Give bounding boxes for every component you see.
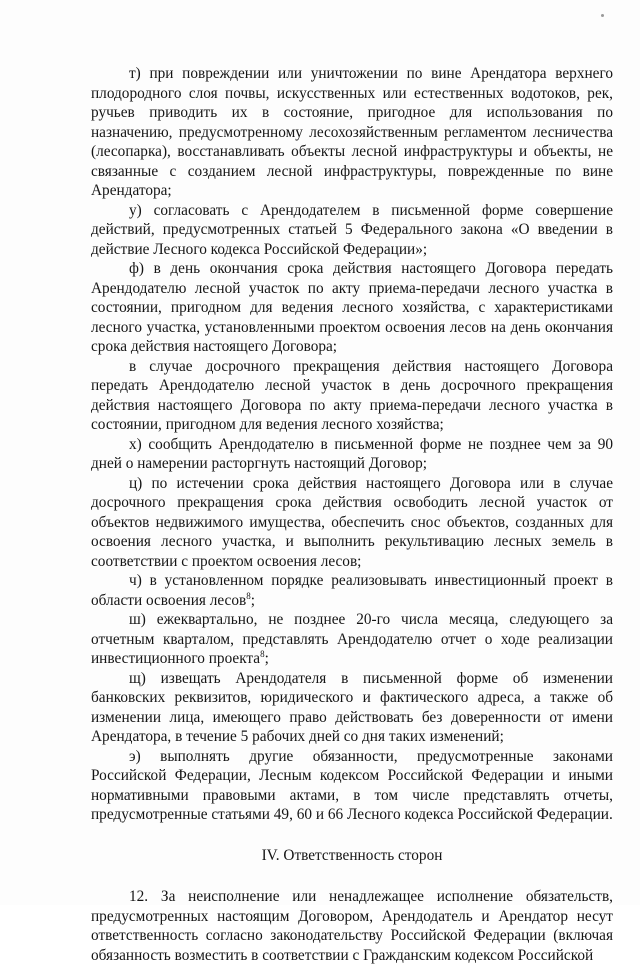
footnote-ref: 8	[246, 590, 251, 601]
clause-f-early-termination: в случае досрочного прекращения действия настоящего Договора передать Арендодателю лесной участок в день досрочного прекращения действия настоящего Договора по акту приема-передачи лесного участка в состоянии, пригодном для ведения лесного хозяйства;	[91, 357, 613, 433]
clause-e: э) выполнять другие обязанности, предусмотренные законами Российской Федерации, Лесным кодексом Российской Федерации и иными нормативными правовыми актами, в том числе представлять отчеты, предусмотренные статьями 49, 60 и 66 Лесного кодекса Российской Федерации.	[91, 747, 613, 823]
clause-ch: ч) в установленном порядке реализовывать инвестиционный проект в области освоения лесов$^8$;	[91, 572, 613, 609]
document-body	[91, 64, 613, 965]
clause-u: у) согласовать с Арендодателем в письменной форме совершение действий, предусмотренных статьей 5 Федерального закона «О введении в действие Лесного кодекса Российской Федерации»;	[91, 201, 613, 258]
clause-f: ф) в день окончания срока действия настоящего Договора передать Арендодателю лесной участок по акту приема-передачи лесного участка в состоянии, пригодном для ведения лесного хозяйства, с характеристиками лесного участка, установленными проектом освоения лесов на день окончания срока действия настоящего Договора;	[91, 260, 613, 355]
clause-h: х) сообщить Арендодателю в письменной форме не позднее чем за 90 дней о намерении расторгнуть настоящий Договор;	[91, 435, 613, 472]
clause-ts: ц) по истечении срока действия настоящего Договора или в случае досрочного прекращения срока действия освободить лесной участок от объектов недвижимого имущества, обеспечить снос объектов, созданных для освоения лесного участка, и выполнить рекультивацию лесных земель в соответствии с проектом освоения лесов;	[91, 474, 613, 570]
clause-shch: щ) извещать Арендодателя в письменной форме об изменении банковских реквизитов, юридического и фактического адреса, а также об изменении лица, имеющего право действовать без доверенности от имени Арендатора, в течение 5 рабочих дней со дня таких изменений;	[91, 669, 613, 745]
clause-12: 12. За неисполнение или ненадлежащее исполнение обязательств, предусмотренных настоящим Договором, Арендодатель и Арендатор несут ответственность согласно законодательству Российской Федерации (включая обязанность возместить в соответствии с Гражданским кодексом Российской	[91, 888, 613, 964]
clause-t: т) при повреждении или уничтожении по вине Арендатора верхнего плодородного слоя почвы, искусственных или естественных водотоков, рек, ручьев приводить их в состояние, пригодное для использования по назначению, предусмотренному лесохозяйственным регламентом лесничества (лесопарка), восстанавливать объекты лесной инфраструктуры и объекты, не связанные с созданием лесной инфраструктуры, поврежденные по вине Арендатора;	[91, 65, 613, 199]
footnote-ref: 8	[260, 648, 265, 659]
scan-speck	[601, 14, 604, 17]
clause-sh: ш) ежеквартально, не позднее 20-го числа месяца, следующего за отчетным кварталом, представлять Арендодателю отчет о ходе реализации инвестиционного проекта$^8$;	[91, 611, 613, 667]
section-heading: IV. Ответственность сторон	[261, 846, 443, 864]
